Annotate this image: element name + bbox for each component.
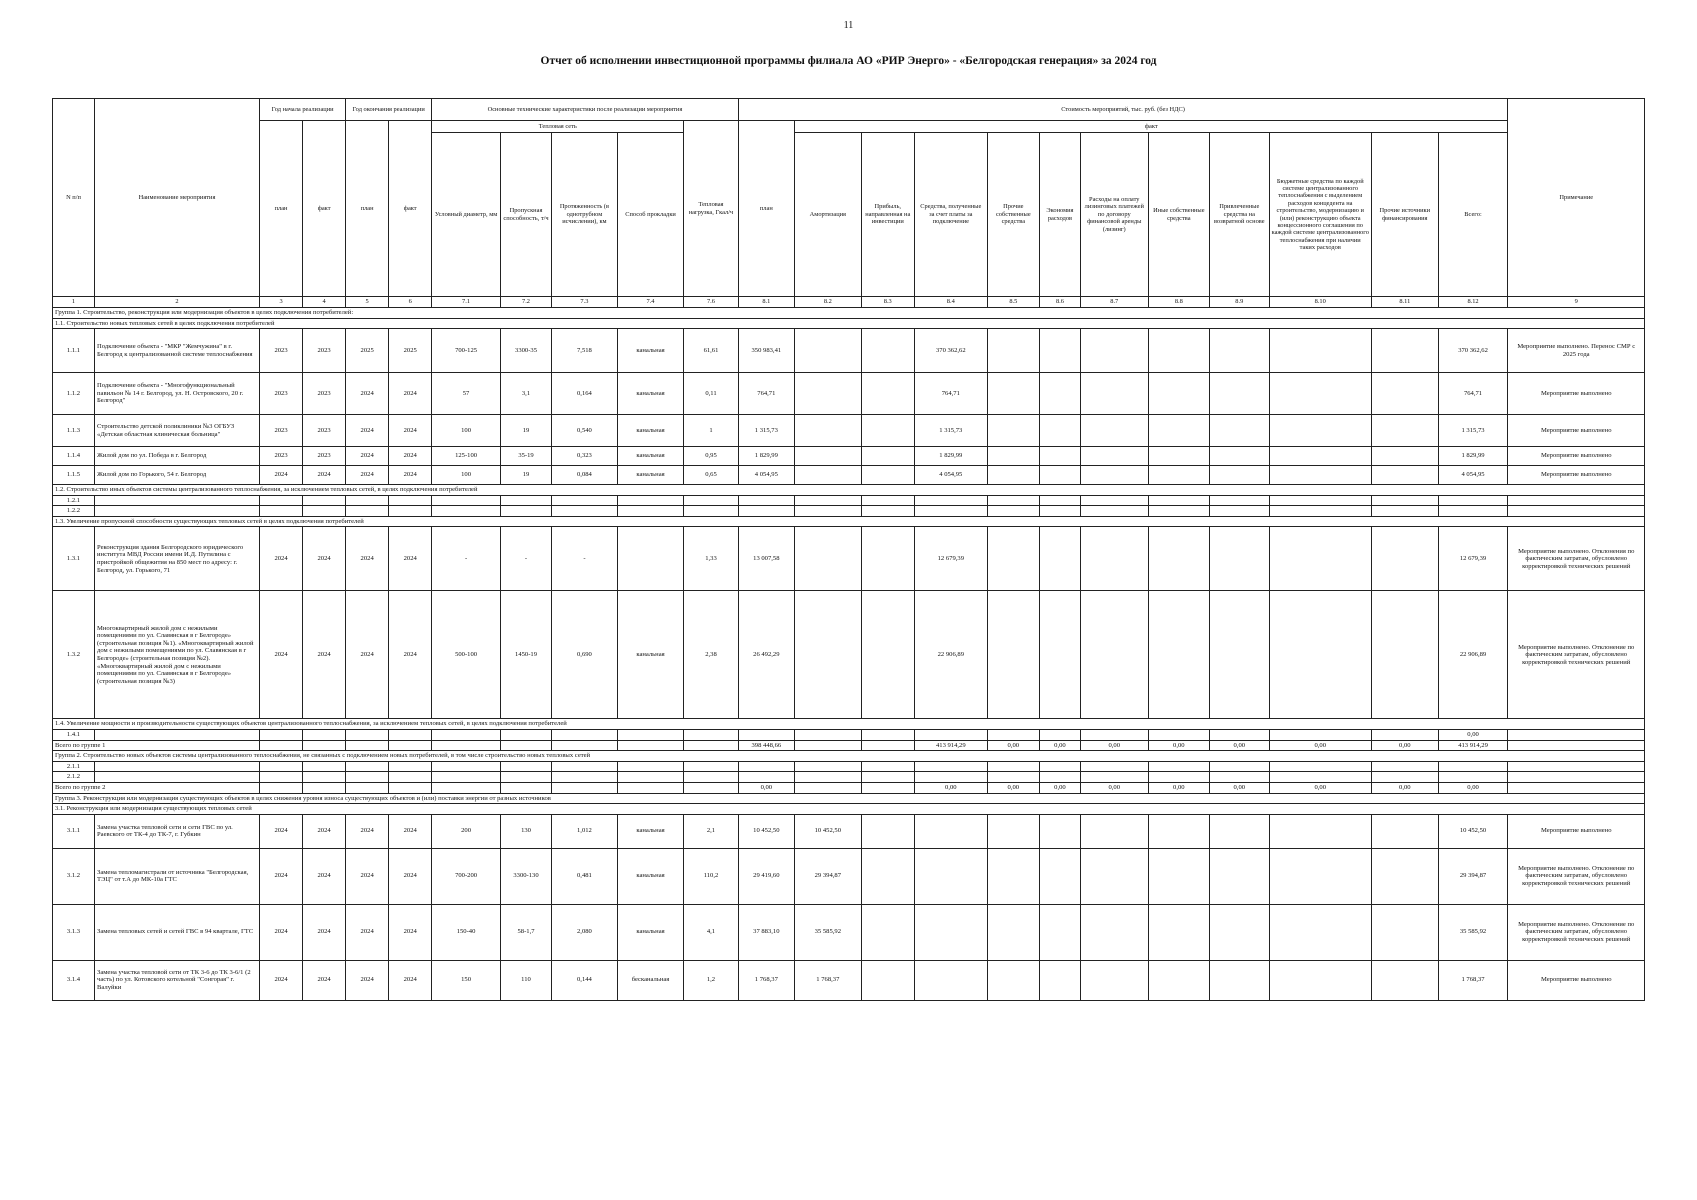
year-start-plan: 2023 <box>260 329 303 373</box>
row-num: 1.1.5 <box>53 466 95 485</box>
capacity: 19 <box>500 415 551 447</box>
year-start-plan: 2024 <box>260 466 303 485</box>
laying: бесканальная <box>617 960 684 1000</box>
row-name: Подключение объекта - "Многофункциональный павильон № 14 г. Белгород, ул. Н. Островского, 20 г. Белгород" <box>95 373 260 415</box>
header-cost-fact: факт <box>795 121 1508 133</box>
laying: канальная <box>617 848 684 904</box>
laying: канальная <box>617 447 684 466</box>
capacity: 19 <box>500 466 551 485</box>
diameter: 100 <box>432 415 501 447</box>
row-num: 1.1.2 <box>53 373 95 415</box>
header-cost: Стоимость мероприятий, тыс. руб. (без НДС) <box>738 99 1508 121</box>
heat-load: 2,38 <box>684 591 738 719</box>
col-number: 5 <box>346 297 389 308</box>
row-num: 1.1.1 <box>53 329 95 373</box>
heat-load: 1 <box>684 415 738 447</box>
cost-plan: 0,00 <box>738 782 794 793</box>
total: 764,71 <box>1438 373 1508 415</box>
row-num: 3.1.3 <box>53 904 95 960</box>
section-3-1-heading: 3.1. Реконструкция или модернизация существующих тепловых сетей <box>53 804 1645 815</box>
capacity: 110 <box>500 960 551 1000</box>
row-name: Многоквартирный жилой дом с нежилыми помещениями по ул. Славянская в г Белгороде» (строительная позиция №1). «Многоквартирный жилой дом с нежилыми помещениями по ул. Славянская в г Белгороде» (строительная позиция №2). «Многоквартирный жилой дом с нежилыми помещениями по ул. Славянская в г Белгороде» (строительная позиция №3) <box>95 591 260 719</box>
year-start-fact: 2023 <box>303 447 346 466</box>
header-laying: Способ прокладки <box>617 133 684 297</box>
note: Мероприятие выполнено <box>1508 466 1645 485</box>
length: 7,518 <box>552 329 618 373</box>
note: Мероприятие выполнено <box>1508 960 1645 1000</box>
borrowed: 0,00 <box>1210 740 1269 751</box>
year-start-plan: 2024 <box>260 527 303 591</box>
year-end-fact: 2025 <box>389 329 432 373</box>
col-number: 8.12 <box>1438 297 1508 308</box>
year-start-plan: 2024 <box>260 904 303 960</box>
year-end-fact: 2024 <box>389 527 432 591</box>
capacity: 3300-35 <box>500 329 551 373</box>
section-1-4-heading: 1.4. Увеличение мощности и производительности существующих объектов централизованного теплоснабжения, за исключением тепловых сетей, в целях подключения потребителей <box>53 719 1645 730</box>
col-number: 7.4 <box>617 297 684 308</box>
connection-fee: 1 315,73 <box>914 415 987 447</box>
length: - <box>552 527 618 591</box>
row-num: 1.4.1 <box>53 730 95 741</box>
col-number: 1 <box>53 297 95 308</box>
year-end-plan: 2024 <box>346 960 389 1000</box>
year-start-plan: 2024 <box>260 960 303 1000</box>
length: 1,012 <box>552 814 618 848</box>
row-name: Замена тепломагистрали от источника "Белгородская, ТЭЦ" от т.А до МК-10а ГТС <box>95 848 260 904</box>
heat-load: 1,33 <box>684 527 738 591</box>
other-own2: 0,00 <box>1148 782 1209 793</box>
year-end-fact: 2024 <box>389 373 432 415</box>
row-num: 1.3.1 <box>53 527 95 591</box>
col-number: 8.8 <box>1148 297 1209 308</box>
heat-load: 110,2 <box>684 848 738 904</box>
year-start-fact: 2024 <box>303 960 346 1000</box>
cost-plan: 29 419,60 <box>738 848 794 904</box>
row-name: Замена тепловых сетей и сетей ГВС в 94 квартале, ГТС <box>95 904 260 960</box>
heat-load: 61,61 <box>684 329 738 373</box>
page-number: 11 <box>843 20 854 31</box>
col-number: 8.9 <box>1210 297 1269 308</box>
table-header <box>53 99 1645 308</box>
diameter: 150-40 <box>432 904 501 960</box>
amortization: 35 585,92 <box>795 904 862 960</box>
year-start-fact: 2024 <box>303 527 346 591</box>
cost-plan: 37 883,10 <box>738 904 794 960</box>
cost-plan: 1 829,99 <box>738 447 794 466</box>
table-row <box>53 373 1645 415</box>
length: 0,144 <box>552 960 618 1000</box>
leasing: 0,00 <box>1080 740 1148 751</box>
diameter: 700-200 <box>432 848 501 904</box>
budget: 0,00 <box>1269 740 1371 751</box>
connection-fee: 370 362,62 <box>914 329 987 373</box>
year-end-fact: 2024 <box>389 814 432 848</box>
table-row <box>53 848 1645 904</box>
row-name: Подключение объекта - "МКР "Жемчужина" в г. Белгород к централизованной системе теплоснабжения <box>95 329 260 373</box>
group-1-heading: Группа 1. Строительство, реконструкция или модернизация объектов в целях подключения потребителей: <box>53 308 1645 319</box>
section-1-3-heading: 1.3. Увеличение пропускной способности существующих тепловых сетей в целях подключения потребителей <box>53 516 1645 527</box>
laying: канальная <box>617 373 684 415</box>
row-num: 1.1.3 <box>53 415 95 447</box>
year-end-plan: 2024 <box>346 466 389 485</box>
capacity: 3,1 <box>500 373 551 415</box>
section-1-2-heading: 1.2. Строительство иных объектов системы централизованного теплоснабжения, за исключением тепловых сетей, в целях подключения потребителей <box>53 485 1645 496</box>
year-start-fact: 2024 <box>303 848 346 904</box>
document-title: Отчет об исполнении инвестиционной программы филиала АО «РИР Энерго» - «Белгородская генерация» за 2024 год <box>540 55 1157 67</box>
note: Мероприятие выполнено. Отклонения по фактическим затратам, обусловлено корректировкой технических решений <box>1508 527 1645 591</box>
connection-fee: 0,00 <box>914 782 987 793</box>
laying: канальная <box>617 466 684 485</box>
header-year-start: Год начала реализации <box>260 99 346 121</box>
other-own2: 0,00 <box>1148 740 1209 751</box>
total: 35 585,92 <box>1438 904 1508 960</box>
col-number: 8.7 <box>1080 297 1148 308</box>
year-start-fact: 2023 <box>303 329 346 373</box>
year-start-fact: 2024 <box>303 591 346 719</box>
header-connection-fee: Средства, полученные за счет платы за подключение <box>914 133 987 297</box>
year-start-plan: 2023 <box>260 373 303 415</box>
length: 0,690 <box>552 591 618 719</box>
col-number: 8.1 <box>738 297 794 308</box>
table-row <box>53 904 1645 960</box>
cost-plan: 398 448,66 <box>738 740 794 751</box>
total: 0,00 <box>1438 730 1508 741</box>
header-diameter: Условный диаметр, мм <box>432 133 501 297</box>
total: 370 362,62 <box>1438 329 1508 373</box>
note: Мероприятие выполнено. Отклонение по фактическим затратам, обусловлено корректировкой технических решений <box>1508 904 1645 960</box>
row-num: 1.1.4 <box>53 447 95 466</box>
col-number: 8.11 <box>1371 297 1438 308</box>
header-tech-chars: Основные технические характеристики после реализации мероприятия <box>432 99 738 121</box>
header-total: Всего: <box>1438 133 1508 297</box>
group-2-total-label: Всего по группе 2 <box>53 782 260 793</box>
col-number: 8.2 <box>795 297 862 308</box>
year-start-plan: 2024 <box>260 591 303 719</box>
row-name: Жилой дом по Горького, 54 г. Белгород <box>95 466 260 485</box>
row-num: 2.1.2 <box>53 772 95 783</box>
header-savings: Экономия расходов <box>1039 133 1080 297</box>
row-num: 3.1.2 <box>53 848 95 904</box>
header-leasing: Расходы на оплату лизинговых платежей по договору финансовой аренды (лизинг) <box>1080 133 1148 297</box>
col-number: 7.6 <box>684 297 738 308</box>
cost-plan: 4 054,95 <box>738 466 794 485</box>
year-end-fact: 2024 <box>389 904 432 960</box>
laying: канальная <box>617 904 684 960</box>
budget: 0,00 <box>1269 782 1371 793</box>
length: 0,540 <box>552 415 618 447</box>
col-number: 8.6 <box>1039 297 1080 308</box>
col-number: 4 <box>303 297 346 308</box>
note: Мероприятие выполнено <box>1508 415 1645 447</box>
header-plan: план <box>346 121 389 297</box>
year-end-fact: 2024 <box>389 848 432 904</box>
cost-plan: 10 452,50 <box>738 814 794 848</box>
section-1-1-heading: 1.1. Строительство новых тепловых сетей в целях подключения потребителей <box>53 318 1645 329</box>
heat-load: 0,65 <box>684 466 738 485</box>
year-start-fact: 2024 <box>303 466 346 485</box>
header-note: Примечание <box>1508 99 1645 297</box>
header-other-own2: Иные собственные средства <box>1148 133 1209 297</box>
table-body <box>53 308 1645 1001</box>
connection-fee: 413 914,29 <box>914 740 987 751</box>
note: Мероприятие выполнено <box>1508 373 1645 415</box>
diameter: 57 <box>432 373 501 415</box>
year-end-plan: 2024 <box>346 373 389 415</box>
group-3-heading: Группа 3. Реконструкция или модернизация существующих объектов в целях снижения уровня износа существующих объектов и (или) поставки энергии от разных источников <box>53 793 1645 804</box>
diameter: 200 <box>432 814 501 848</box>
row-num: 1.2.2 <box>53 506 95 517</box>
note: Мероприятие выполнено. Отклонение по фактическим затратам, обусловлено корректировкой технических решений <box>1508 591 1645 719</box>
row-name: Жилой дом по ул. Победа в г. Белгород <box>95 447 260 466</box>
row-num: 2.1.1 <box>53 761 95 772</box>
header-profit: Прибыль, направленная на инвестиции <box>861 133 914 297</box>
length: 0,164 <box>552 373 618 415</box>
table-row <box>53 495 1645 506</box>
year-end-plan: 2024 <box>346 904 389 960</box>
header-fact: факт <box>303 121 346 297</box>
capacity: 3300-130 <box>500 848 551 904</box>
connection-fee: 1 829,99 <box>914 447 987 466</box>
col-number: 7.3 <box>552 297 618 308</box>
heat-load: 0,95 <box>684 447 738 466</box>
diameter: - <box>432 527 501 591</box>
table-row <box>53 415 1645 447</box>
other-sources: 0,00 <box>1371 740 1438 751</box>
year-end-plan: 2024 <box>346 447 389 466</box>
col-number: 3 <box>260 297 303 308</box>
total: 1 768,37 <box>1438 960 1508 1000</box>
year-start-fact: 2024 <box>303 904 346 960</box>
year-start-plan: 2024 <box>260 814 303 848</box>
table-row <box>53 761 1645 772</box>
savings: 0,00 <box>1039 740 1080 751</box>
col-number: 8.5 <box>987 297 1039 308</box>
year-start-plan: 2024 <box>260 848 303 904</box>
table-row <box>53 730 1645 741</box>
total: 4 054,95 <box>1438 466 1508 485</box>
diameter: 700-125 <box>432 329 501 373</box>
capacity: 35-19 <box>500 447 551 466</box>
diameter: 150 <box>432 960 501 1000</box>
cost-plan: 350 983,41 <box>738 329 794 373</box>
table-row <box>53 527 1645 591</box>
year-end-fact: 2024 <box>389 960 432 1000</box>
total: 22 906,89 <box>1438 591 1508 719</box>
total: 29 394,87 <box>1438 848 1508 904</box>
header-amortization: Амортизация <box>795 133 862 297</box>
capacity: - <box>500 527 551 591</box>
laying: канальная <box>617 591 684 719</box>
row-name: Замена участка тепловой сети и сети ГВС по ул. Раевского от ТК-4 до ТК-7, г. Губкин <box>95 814 260 848</box>
table-row <box>53 960 1645 1000</box>
diameter: 125-100 <box>432 447 501 466</box>
header-plan: план <box>260 121 303 297</box>
row-num: 3.1.4 <box>53 960 95 1000</box>
heat-load: 1,2 <box>684 960 738 1000</box>
connection-fee: 4 054,95 <box>914 466 987 485</box>
amortization: 1 768,37 <box>795 960 862 1000</box>
header-borrowed: Привлеченные средства на возвратной основе <box>1210 133 1269 297</box>
length: 2,080 <box>552 904 618 960</box>
connection-fee: 12 679,39 <box>914 527 987 591</box>
investment-report-table <box>52 98 1645 1001</box>
other-sources: 0,00 <box>1371 782 1438 793</box>
year-end-fact: 2024 <box>389 466 432 485</box>
year-end-fact: 2024 <box>389 415 432 447</box>
table-row <box>53 447 1645 466</box>
table-row <box>53 814 1645 848</box>
diameter: 500-100 <box>432 591 501 719</box>
col-number: 7.1 <box>432 297 501 308</box>
header-other-own: Прочие собственные средства <box>987 133 1039 297</box>
header-heat-load: Тепловая нагрузка, Гкал/ч <box>684 121 738 297</box>
header-num: N п/п <box>53 99 95 297</box>
cost-plan: 13 007,58 <box>738 527 794 591</box>
length: 0,323 <box>552 447 618 466</box>
col-number: 2 <box>95 297 260 308</box>
year-end-plan: 2024 <box>346 527 389 591</box>
row-num: 1.3.2 <box>53 591 95 719</box>
group-1-total-row <box>53 740 1645 751</box>
year-end-plan: 2025 <box>346 329 389 373</box>
group-1-total-label: Всего по группе 1 <box>53 740 260 751</box>
heat-load: 0,11 <box>684 373 738 415</box>
amortization: 10 452,50 <box>795 814 862 848</box>
header-name: Наименование мероприятия <box>95 99 260 297</box>
leasing: 0,00 <box>1080 782 1148 793</box>
year-start-fact: 2024 <box>303 814 346 848</box>
header-capacity: Пропускная способность, т/ч <box>500 133 551 297</box>
col-number: 7.2 <box>500 297 551 308</box>
note: Мероприятие выполнено <box>1508 447 1645 466</box>
length: 0,084 <box>552 466 618 485</box>
table-row <box>53 772 1645 783</box>
borrowed: 0,00 <box>1210 782 1269 793</box>
savings: 0,00 <box>1039 782 1080 793</box>
diameter: 100 <box>432 466 501 485</box>
capacity: 1450-19 <box>500 591 551 719</box>
other-own: 0,00 <box>987 740 1039 751</box>
laying: канальная <box>617 814 684 848</box>
length: 0,481 <box>552 848 618 904</box>
total: 1 829,99 <box>1438 447 1508 466</box>
total: 10 452,50 <box>1438 814 1508 848</box>
group-2-heading: Группа 2. Строительство новых объектов системы централизованного теплоснабжения, не связанных с подключением новых потребителей, в том числе строительство новых тепловых сетей <box>53 751 1645 762</box>
total: 1 315,73 <box>1438 415 1508 447</box>
connection-fee: 764,71 <box>914 373 987 415</box>
header-year-end: Год окончания реализации <box>346 99 432 121</box>
year-end-fact: 2024 <box>389 591 432 719</box>
connection-fee: 22 906,89 <box>914 591 987 719</box>
year-start-fact: 2023 <box>303 415 346 447</box>
header-length: Протяженность (в однотрубном исчислении), км <box>552 133 618 297</box>
header-fact: факт <box>389 121 432 297</box>
col-number: 8.10 <box>1269 297 1371 308</box>
table-row <box>53 591 1645 719</box>
row-name: Реконструкция здания Белгородского юридического института МВД России имени И.Д. Путилина с пристройкой общежития на 850 мест по адресу: г. Белгород, ул. Горького, 71 <box>95 527 260 591</box>
note: Мероприятие выполнено. Перенос СМР с 2025 года <box>1508 329 1645 373</box>
cost-plan: 26 492,29 <box>738 591 794 719</box>
group-2-total-row <box>53 782 1645 793</box>
table-row <box>53 466 1645 485</box>
heat-load: 2,1 <box>684 814 738 848</box>
year-end-plan: 2024 <box>346 814 389 848</box>
row-num: 3.1.1 <box>53 814 95 848</box>
column-numbers-row <box>53 297 1645 308</box>
row-name: Замена участка тепловой сети от ТК 3-6 до ТК 3-6/1 (2 часть) по ул. Котовского котельной "Сонгорая" г. Валуйки <box>95 960 260 1000</box>
total: 0,00 <box>1438 782 1508 793</box>
note: Мероприятие выполнено. Отклонение по фактическим затратам, обусловлено корректировкой технических решений <box>1508 848 1645 904</box>
cost-plan: 1 315,73 <box>738 415 794 447</box>
year-start-plan: 2023 <box>260 447 303 466</box>
laying: канальная <box>617 329 684 373</box>
table-row <box>53 506 1645 517</box>
total: 12 679,39 <box>1438 527 1508 591</box>
other-own: 0,00 <box>987 782 1039 793</box>
capacity: 130 <box>500 814 551 848</box>
year-end-plan: 2024 <box>346 591 389 719</box>
col-number: 8.3 <box>861 297 914 308</box>
cost-plan: 764,71 <box>738 373 794 415</box>
header-budget: Бюджетные средства по каждой системе централизованного теплоснабжения с выделением расходов концедента на строительство, модернизацию и (или) реконструкцию объекта концессионного соглашения по каждой системе централизованного теплоснабжения при наличии таких расходов <box>1269 133 1371 297</box>
year-end-fact: 2024 <box>389 447 432 466</box>
amortization: 29 394,87 <box>795 848 862 904</box>
row-name: Строительство детской поликлиники №3 ОГБУЗ «Детская областная клиническая больница" <box>95 415 260 447</box>
year-end-plan: 2024 <box>346 415 389 447</box>
header-heat-network: Тепловая сеть <box>432 121 684 133</box>
header-other-sources: Прочие источники финансирования <box>1371 133 1438 297</box>
row-num: 1.2.1 <box>53 495 95 506</box>
cost-plan: 1 768,37 <box>738 960 794 1000</box>
col-number: 9 <box>1508 297 1645 308</box>
header-cost-plan: план <box>738 121 794 297</box>
capacity: 58-1,7 <box>500 904 551 960</box>
year-start-fact: 2023 <box>303 373 346 415</box>
col-number: 6 <box>389 297 432 308</box>
year-start-plan: 2023 <box>260 415 303 447</box>
total: 413 914,29 <box>1438 740 1508 751</box>
col-number: 8.4 <box>914 297 987 308</box>
table-row <box>53 329 1645 373</box>
note: Мероприятие выполнено <box>1508 814 1645 848</box>
year-end-plan: 2024 <box>346 848 389 904</box>
laying: канальная <box>617 415 684 447</box>
heat-load: 4,1 <box>684 904 738 960</box>
